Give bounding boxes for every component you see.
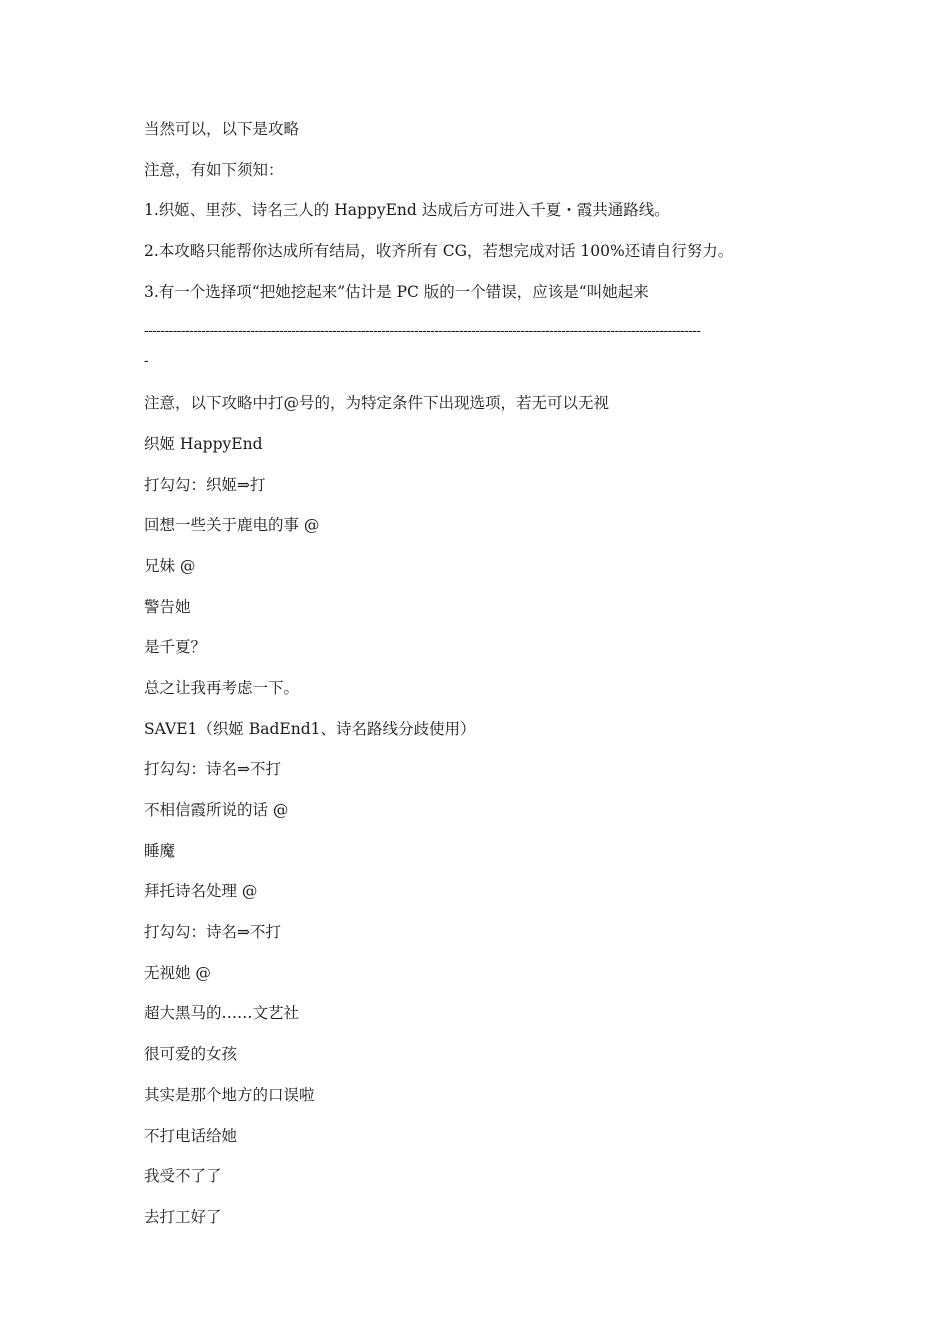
step-item: 打勾勾：诗名⇒不打 — [144, 760, 281, 779]
document-page — [144, 118, 804, 1247]
separator-line: ---------------------------------------------------------------------------------------------------------------------------------------- — [144, 324, 701, 340]
intro-text: 当然可以，以下是攻略 — [144, 120, 300, 138]
step-item: 兄妹 @ — [144, 556, 196, 575]
step-item: 警告她 — [144, 597, 191, 616]
step-item: 打勾勾：织姬⇒打 — [144, 475, 266, 494]
step-item: 很可爱的女孩 — [144, 1045, 238, 1064]
step-item: 不相信霞所说的话 @ — [144, 801, 289, 819]
step-item: 是千夏？ — [144, 638, 207, 657]
step-item: 超大黑马的……文艺社 — [144, 1004, 300, 1023]
separator-tail: - — [144, 354, 149, 370]
step-item: 去打工好了 — [144, 1207, 222, 1226]
step-item: 其实是那个地方的口误啦 — [144, 1085, 315, 1104]
note-item: 3.有一个选择项“把她挖起来”估计是 PC 版的一个错误，应该是“叫她起来 — [144, 282, 649, 301]
step-item: 我受不了了 — [144, 1167, 222, 1186]
step-item: 不打电话给她 — [144, 1126, 238, 1145]
step-item: 总之让我再考虑一下。 — [144, 678, 300, 697]
at-notice: 注意，以下攻略中打@号的，为特定条件下出现选项，若无可以无视 — [144, 394, 610, 413]
notice-heading: 注意，有如下须知： — [144, 160, 284, 179]
note-item: 1.织姬、里莎、诗名三人的 HappyEnd 达成后方可进入千夏・霞共通路线。 — [144, 201, 670, 220]
note-item: 2.本攻略只能帮你达成所有结局，收齐所有 CG，若想完成对话 100%还请自行努力。 — [144, 242, 734, 261]
route-title: 织姬 HappyEnd — [144, 434, 263, 453]
step-item: 回想一些关于鹿电的事 @ — [144, 516, 320, 535]
step-item: 无视她 @ — [144, 963, 211, 982]
step-item: 打勾勾：诗名⇒不打 — [144, 923, 281, 942]
step-item: 拜托诗名处理 @ — [144, 882, 258, 901]
step-item: 睡魔 — [144, 841, 176, 860]
step-item: SAVE1（织姬 BadEnd1、诗名路线分歧使用） — [144, 719, 476, 738]
